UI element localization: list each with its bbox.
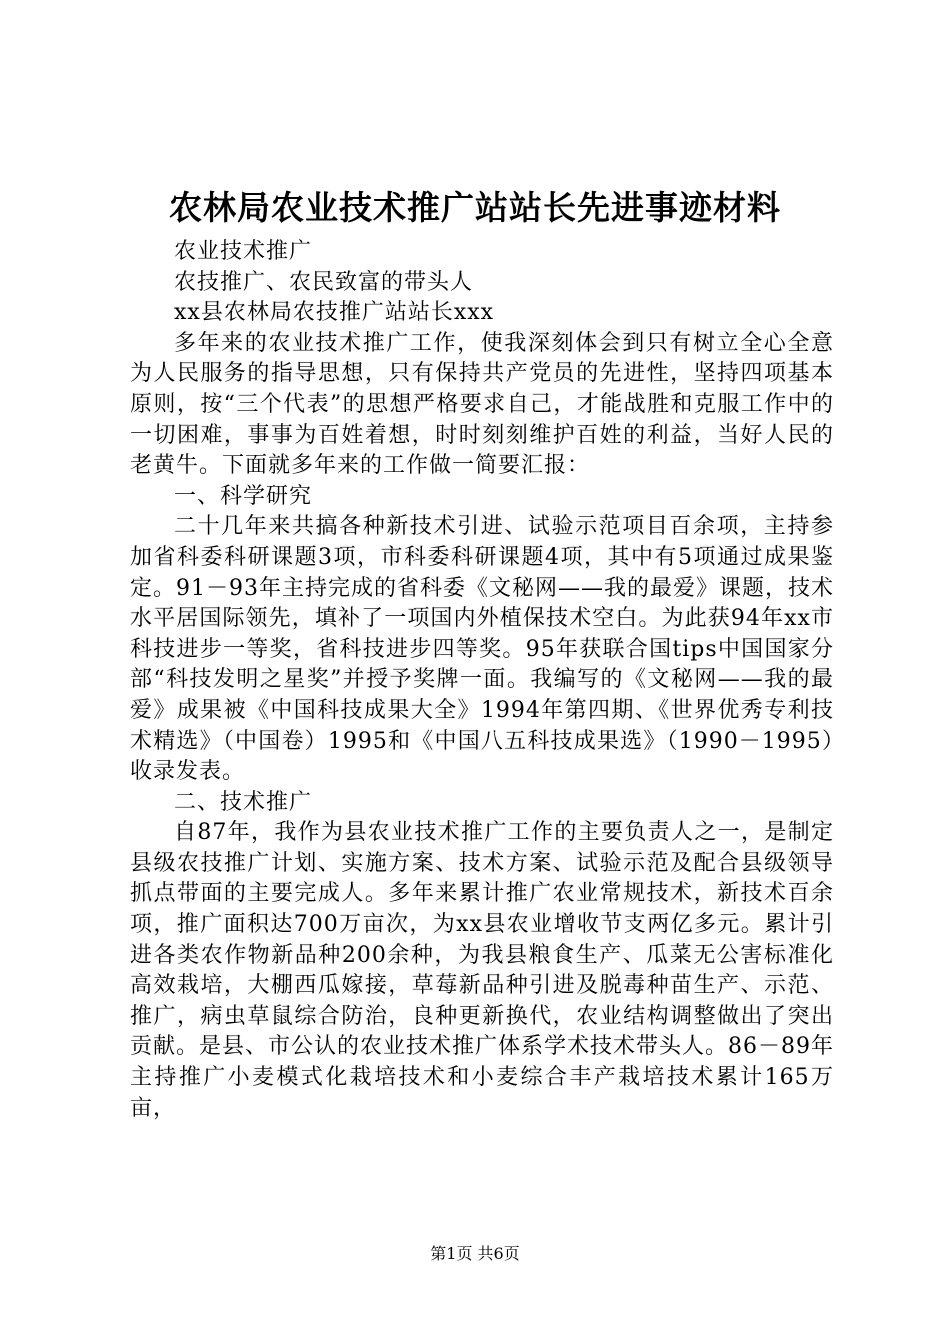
subtitle-headline: 农技推广、农民致富的带头人: [174, 269, 474, 295]
document-title: 农林局农业技术推广站站长先进事迹材料: [169, 188, 781, 227]
research-paragraph: 二十几年来共搞各种新技术引进、试验示范项目百余项，主持参加省科委科研课题3项，市科委科研课题4项，其中有5项通过成果鉴定。91－93年主持完成的省科委《文秘网——我的最爱》课题，技术水平居国际领先，填补了一项国内外植保技术空白。为此获94年xx市科技进步一等奖，省科技进步四等奖。95年获联合国tips中国国家分部“科技发明之星奖”并授予奖牌一面。我编写的《文秘网——我的最爱》成果被《中国科技成果大全》1994年第四期、《世界优秀专利技术精选》（中国卷）1995和《中国八五科技成果选》（1990－1995）收录发表。: [130, 514, 834, 785]
section-heading-research: 一、科学研究: [174, 483, 313, 509]
section-heading-extension: 二、技术推广: [174, 789, 313, 815]
extension-paragraph: 自87年，我作为县农业技术推广工作的主要负责人之一，是制定县级农技推广计划、实施方案、技术方案、试验示范及配合县级领导抓点带面的主要完成人。多年来累计推广农业常规技术，新技术百余项，推广面积达700万亩次，为xx县农业增收节支两亿多元。累计引进各类农作物新品种200余种，为我县粮食生产、瓜菜无公害标准化高效栽培，大棚西瓜嫁接，草莓新品种引进及脱毒种苗生产、示范、推广，病虫草鼠综合防治，良种更新换代，农业结构调整做出了突出贡献。是县、市公认的农业技术推广体系学术技术带头人。86－89年主持推广小麦模式化栽培技术和小麦综合丰产栽培技术累计165万亩，: [130, 820, 834, 1121]
intro-paragraph: 多年来的农业技术推广工作，使我深刻体会到只有树立全心全意为人民服务的指导思想，只有保持共产党员的先进性，坚持四项基本原则，按“三个代表”的思想严格要求自己，才能战胜和克服工作中的一切困难，事事为百姓着想，时时刻刻维护百姓的利益，当好人民的老黄牛。下面就多年来的工作做一简要汇报：: [130, 330, 834, 479]
author-line: xx县农林局农技推广站站长xxx: [174, 300, 495, 326]
page-footer: 第1页 共6页: [430, 1244, 520, 1263]
subtitle-topic: 农业技术推广: [174, 239, 313, 264]
document-body: [130, 237, 834, 1124]
